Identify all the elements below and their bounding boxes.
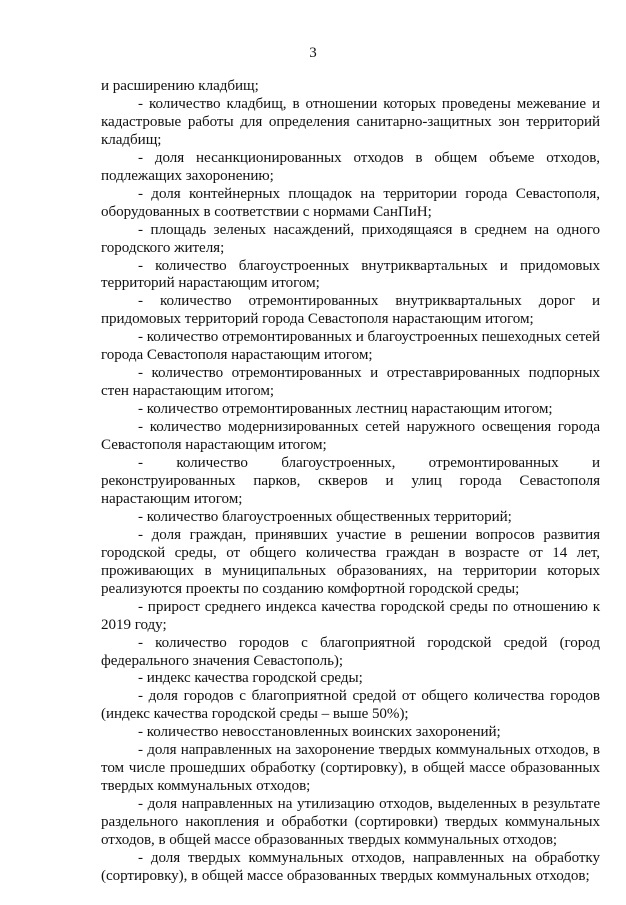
- list-item: - площадь зеленых насаждений, приходящаяся в среднем на одного городского жителя;: [101, 221, 600, 256]
- list-item: - доля твердых коммунальных отходов, направленных на обработку (сортировку), в общей массе образованных твердых коммунальных отходов;: [101, 849, 600, 884]
- list-item: - количество отремонтированных внутриквартальных дорог и придомовых территорий города Севастополя нарастающим итогом;: [101, 293, 600, 328]
- list-item: - доля контейнерных площадок на территории города Севастополя, оборудованных в соответствии с нормами СанПиН;: [101, 185, 600, 220]
- list-item: - доля направленных на утилизацию отходов, выделенных в результате раздельного накопления и обработки (сортировки) твердых коммунальных отходов, в общей массе образованных твердых коммунальных отходов;: [101, 796, 600, 849]
- list-item: - количество благоустроенных общественных территорий;: [138, 508, 512, 525]
- list-item: - количество благоустроенных внутриквартальных и придомовых территорий нарастающим итогом;: [101, 257, 600, 292]
- list-item: - индекс качества городской среды;: [138, 670, 363, 687]
- list-item: - доля городов с благоприятной средой от общего количества городов (индекс качества городской среды – выше 50%);: [101, 688, 600, 723]
- document-body: [101, 78, 600, 886]
- list-item: - прирост среднего индекса качества городской среды по отношению к 2019 году;: [101, 598, 600, 633]
- list-item: - количество городов с благоприятной городской средой (город федерального значения Севастополь);: [101, 634, 600, 669]
- list-item: - количество невосстановленных воинских захоронений;: [138, 724, 501, 741]
- list-item: - количество отремонтированных лестниц нарастающим итогом;: [138, 401, 553, 418]
- list-item: - доля несанкционированных отходов в общем объеме отходов, подлежащих захоронению;: [101, 149, 600, 184]
- list-item: - количество отремонтированных и благоустроенных пешеходных сетей города Севастополя нарастающим итогом;: [101, 329, 600, 364]
- list-item: - количество отремонтированных и отреставрированных подпорных стен нарастающим итогом;: [101, 365, 600, 400]
- list-item: - количество благоустроенных, отремонтированных и реконструированных парков, скверов и улиц города Севастополя нарастающим итогом;: [101, 455, 600, 507]
- list-item: - количество модернизированных сетей наружного освещения города Севастополя нарастающим итогом;: [101, 419, 600, 454]
- paragraph: и расширению кладбищ;: [101, 78, 259, 94]
- list-item: - доля направленных на захоронение твердых коммунальных отходов, в том числе прошедших обработку (сортировку), в общей массе образованных твердых коммунальных отходов;: [101, 742, 600, 795]
- page-number: 3: [309, 45, 317, 61]
- list-item: - доля граждан, принявших участие в решении вопросов развития городской среды, от общего количества граждан в возрасте от 14 лет, проживающих в муниципальных образованиях, на территории которых реализуются проекты по созданию комфортной городской среды;: [101, 526, 600, 597]
- list-item: - количество кладбищ, в отношении которых проведены межевание и кадастровые работы для определения санитарно-защитных зон территорий кладбищ;: [101, 95, 600, 148]
